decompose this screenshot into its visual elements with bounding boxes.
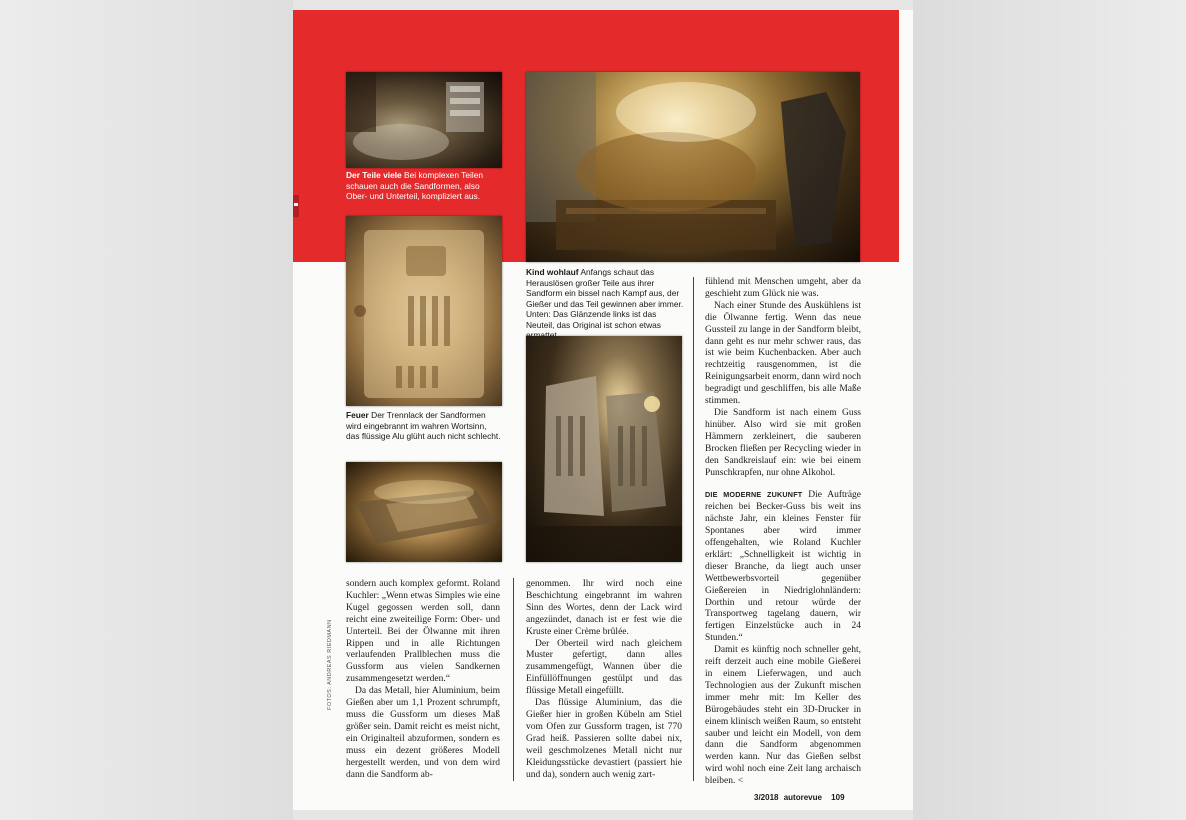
page-edge-marker	[293, 195, 299, 217]
photo-casting-in-mold	[346, 462, 502, 562]
subhead-die-moderne-zukunft: DIE MODERNE ZUKUNFT	[705, 490, 803, 500]
photo-worker-removing-casting	[526, 72, 860, 262]
magazine-name: autorevue	[783, 793, 822, 802]
photo-sand-molds-workshop	[346, 72, 502, 168]
paragraph: Die Sandform ist nach einem Guss hinüber. Also wird sie mit großen Hämmern zerkleinert, die sauberen Brocken fließen per Recycling wieder in den Sandkreislauf ein: wie bei einem Punschkrapfen, nur ohne Alkohol.	[705, 407, 861, 478]
body-column-3	[705, 277, 861, 788]
paragraph: Der Oberteil wird nach gleichem Muster gefertigt, dann alles zusammengefügt, Wannen über die Einfüllöffnungen gestülpt und das flüssige Metall eingefüllt.	[526, 638, 682, 697]
background-right	[913, 0, 1186, 820]
column-rule-2	[693, 277, 694, 781]
end-mark: <	[737, 776, 744, 787]
photo-credit: FOTOS: ANDREAS RIEDMANN	[327, 619, 333, 710]
magazine-page	[293, 10, 913, 810]
paragraph-subhead: DIE MODERNE ZUKUNFT Die Aufträge reichen bei Becker-Guss bis weit ins nächste Jahr, ein kleines Fenster für Spontanes aber wird immer offengehalten, wie Roland Kuchler erklärt: „Schnelligkeit ist wichtig in dieser Branche, da liegt auch unser Wettbewerbsvorteil gegenüber Gießereien in Niedriglohnländern: Dorthin und retour würde der Transportweg tagelang dauern, wir fertigen Einzelstücke auch in 24 Stunden.“	[705, 490, 861, 644]
page-number: 109	[831, 793, 845, 802]
background-left	[0, 0, 293, 820]
photo-oil-pans-new-and-original	[526, 336, 682, 562]
caption-der-teile-viele: Der Teile viele Bei komplexen Teilen schauen auch die Sandformen, also Ober- und Unterteil, kompliziert aus.	[346, 170, 484, 201]
paragraph: sondern auch komplex geformt. Roland Kuchler: „Wenn etwas Simples wie eine Kugel gegossen werden soll, dann reicht eine zweiteilige Form: Ober- und Unterteil. Bei der Ölwanne mit ihren Rippen und in alle Richtungen verlaufenden Prallblechen muss die Gussform aus vielen Sandkernen zusammengesetzt werden.“	[346, 579, 500, 685]
caption-feuer: Feuer Der Trennlack der Sandformen wird eingebrannt im wahren Wortsinn, das flüssige Alu glüht auch nicht schlecht.	[346, 410, 501, 441]
paragraph: Damit es künftig noch schneller geht, reift derzeit auch eine mobile Gießerei in einem Lieferwagen, und auch Technologien aus der Zukunft mischen immer mehr mit: Im Keller des Bürogebäudes steht ein 3D-Drucker in einem klinisch weißen Raum, so entsteht sauber und leicht ein Modell, von dem dann die Sandform abgenommen werden kann. Nur das Gießen selbst wird wohl noch eine Zeit lang archaisch bleiben. <	[705, 645, 861, 787]
caption-kind-wohlauf: Kind wohlauf Anfangs schaut das Herauslösen großer Teile aus ihrer Sandform ein bissel nach Kampf aus, der Gießer und das Teil gewinnen aber immer. Unten: Das Glänzende links ist das Neuteil, das Original ist schon etwas ermattet.	[526, 267, 684, 340]
column-rule-1	[513, 578, 514, 781]
body-column-1	[346, 579, 500, 781]
page-footer	[754, 793, 848, 802]
paragraph: fühlend mit Menschen umgeht, aber da geschieht zum Glück nie was.	[705, 277, 861, 299]
body-column-2	[526, 579, 682, 781]
paragraph: Das flüssige Aluminium, das die Gießer hier in großen Kübeln am Stiel vom Ofen zur Gussform tragen, ist 770 Grad heiß. Passieren sollte dabei nix, weil geschmolzenes Metall nicht nur Kleidungsstücke devastiert (passiert hie und da), sondern auch wenig zart-	[526, 698, 682, 780]
issue-number: 3/2018	[754, 793, 779, 802]
photo-sand-mold-ribs	[346, 216, 502, 406]
paragraph: genommen. Ihr wird noch eine Beschichtung eingebrannt im wahren Sinn des Wortes, denn der Lack wird angezündet, danach ist er fest wie die Kruste einer Crème brûlée.	[526, 579, 682, 637]
paragraph: Da das Metall, hier Aluminium, beim Gießen aber um 1,1 Prozent schrumpft, muss die Gussform um dieses Maß größer sein. Damit reicht es meist nicht, ein Originalteil abzuformen, sondern es muss ein dezent größeres Modell hergestellt werden, und von dem wird dann die Sandform ab-	[346, 686, 500, 780]
paragraph: Nach einer Stunde des Auskühlens ist die Ölwanne fertig. Wenn das neue Gussteil zu lange in der Sandform bleibt, dann geht es nur mehr schwer raus, das ist wie beim Kuchenbacken. Aber auch rechtzeitig rausgenommen, ist die Reinigungsarbeit enorm, dann wird noch begradigt und geschliffen, bis alle Maße stimmen.	[705, 300, 861, 407]
